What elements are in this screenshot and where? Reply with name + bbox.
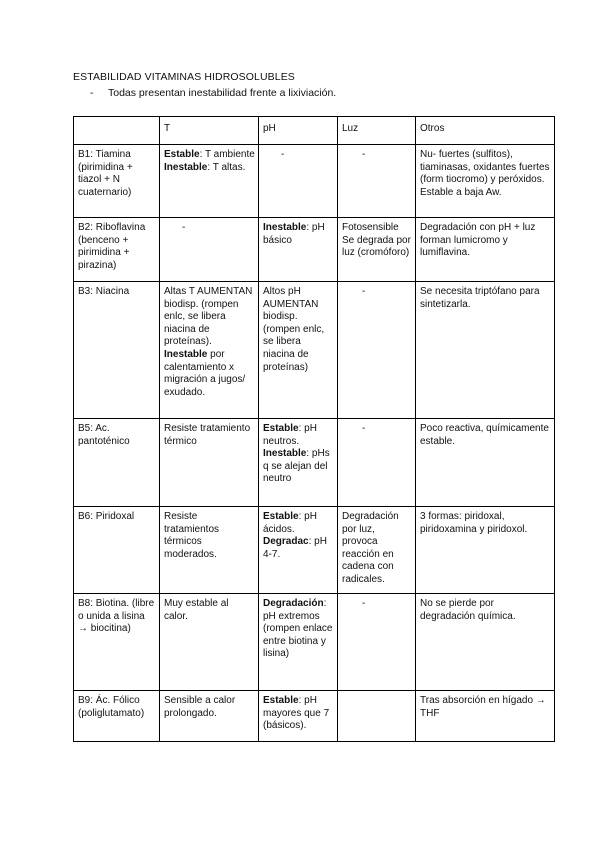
cell-vitamin: B3: Niacina <box>74 282 160 419</box>
cell-t: Resiste tratamiento térmico <box>160 419 259 507</box>
bullet-text: Todas presentan inestabilidad frente a lixiviación. <box>108 87 337 99</box>
table-row <box>74 594 555 691</box>
table-row <box>74 419 555 507</box>
cell-otros: No se pierde por degradación química. <box>416 594 555 691</box>
table-header-row <box>74 117 555 145</box>
header-cell-ph: pH <box>259 117 338 145</box>
cell-t: Muy estable al calor. <box>160 594 259 691</box>
cell-ph: - <box>259 145 338 218</box>
cell-luz: - <box>338 145 416 218</box>
bullet-marker: - <box>90 87 94 99</box>
cell-otros: Se necesita triptófano para sintetizarla. <box>416 282 555 419</box>
cell-luz: Degradación por luz, provoca reacción en cadena con radicales. <box>338 507 416 594</box>
cell-t: Altas T AUMENTAN biodisp. (rompen enlc, se libera niacina de proteínas). Inestable por calentamiento x migración a jugos/ exudado. <box>160 282 259 419</box>
cell-vitamin: B2: Riboflavina (benceno + pirimidina + pirazina) <box>74 218 160 282</box>
cell-t: Estable: T ambiente Inestable: T altas. <box>160 145 259 218</box>
cell-otros: Poco reactiva, químicamente estable. <box>416 419 555 507</box>
cell-ph: Estable: pH ácidos. Degradac: pH 4-7. <box>259 507 338 594</box>
cell-otros: Degradación con pH + luz forman lumicromo y lumiflavina. <box>416 218 555 282</box>
cell-otros: Nu- fuertes (sulfitos), tiaminasas, oxidantes fuertes (form tiocromo) y peróxidos. Estable a baja Aw. <box>416 145 555 218</box>
cell-otros: Tras absorción en hígado → THF <box>416 691 555 742</box>
table-row <box>74 218 555 282</box>
document-title: ESTABILIDAD VITAMINAS HIDROSOLUBLES <box>73 71 295 83</box>
cell-t: - <box>160 218 259 282</box>
header-cell-t: T <box>160 117 259 145</box>
header-cell-vitamin <box>74 117 160 145</box>
cell-vitamin: B6: Piridoxal <box>74 507 160 594</box>
header-cell-luz: Luz <box>338 117 416 145</box>
cell-vitamin: B9: Ác. Fólico (poliglutamato) <box>74 691 160 742</box>
cell-ph: Estable: pH mayores que 7 (básicos). <box>259 691 338 742</box>
cell-t: Sensible a calor prolongado. <box>160 691 259 742</box>
cell-t: Resiste tratamientos térmicos moderados. <box>160 507 259 594</box>
table-row <box>74 691 555 742</box>
cell-luz <box>338 691 416 742</box>
cell-vitamin: B1: Tiamina (pirimidina + tiazol + N cuaternario) <box>74 145 160 218</box>
cell-otros: 3 formas: piridoxal, piridoxamina y piridoxol. <box>416 507 555 594</box>
cell-ph: Degradación: pH extremos (rompen enlace entre biotina y lisina) <box>259 594 338 691</box>
cell-luz: - <box>338 594 416 691</box>
bullet-item <box>90 87 336 99</box>
cell-ph: Estable: pH neutros. Inestable: pHs q se alejan del neutro <box>259 419 338 507</box>
cell-luz: - <box>338 282 416 419</box>
cell-luz: - <box>338 419 416 507</box>
cell-luz: Fotosensible Se degrada por luz (cromóforo) <box>338 218 416 282</box>
header-cell-otros: Otros <box>416 117 555 145</box>
vitamin-stability-table <box>73 116 555 742</box>
table-row <box>74 145 555 218</box>
table-row <box>74 282 555 419</box>
table-row <box>74 507 555 594</box>
cell-ph: Inestable: pH básico <box>259 218 338 282</box>
cell-vitamin: B5: Ac. pantoténico <box>74 419 160 507</box>
cell-ph: Altos pH AUMENTAN biodisp. (rompen enlc, se libera niacina de proteínas) <box>259 282 338 419</box>
cell-vitamin: B8: Biotina. (libre o unida a lisina → biocitina) <box>74 594 160 691</box>
